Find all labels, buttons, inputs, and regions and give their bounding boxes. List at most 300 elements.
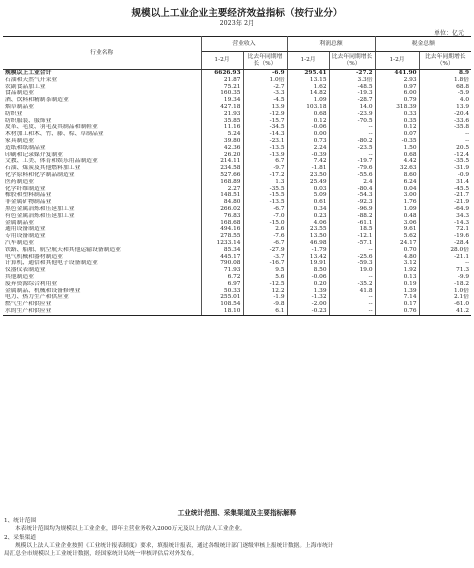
tax-value: 0.79 bbox=[375, 97, 419, 104]
profit-value: 1.09 bbox=[287, 97, 329, 104]
profit-value: 0.23 bbox=[287, 213, 329, 220]
tax-growth: -21.1 bbox=[454, 253, 470, 260]
report-period: 2023年 2月 bbox=[219, 20, 255, 27]
table-row bbox=[3, 213, 471, 220]
tax-growth: 68.8 bbox=[456, 83, 470, 90]
table-row bbox=[3, 206, 471, 213]
tax-growth: -20.4 bbox=[454, 110, 470, 117]
revenue-value: 35.85 bbox=[201, 118, 243, 125]
tax-value: 6.00 bbox=[375, 90, 419, 97]
profit-growth: 18.5 bbox=[329, 226, 375, 233]
table-row bbox=[3, 131, 471, 138]
tax-value: 0.97 bbox=[375, 84, 419, 91]
header-revenue: 营业收入 bbox=[201, 37, 287, 52]
profit-growth: -61.1 bbox=[329, 220, 375, 227]
profit-value: 2.24 bbox=[287, 145, 329, 152]
revenue-value: 5.24 bbox=[201, 131, 243, 138]
profit-value: -0.06 bbox=[287, 124, 329, 131]
revenue-growth: -1.9 bbox=[243, 294, 287, 301]
revenue-growth: -13.5 bbox=[243, 145, 287, 152]
profit-growth: -- bbox=[329, 247, 375, 254]
profit-growth: 41.8 bbox=[329, 288, 375, 295]
industry-name: 金属制品、机械和设备修理业 bbox=[3, 288, 201, 295]
profit-growth: -23.9 bbox=[329, 111, 375, 118]
tax-growth: -- bbox=[465, 131, 470, 138]
revenue-value: 148.51 bbox=[201, 192, 243, 199]
profit-value: 25.49 bbox=[287, 179, 329, 186]
profit-growth: -88.2 bbox=[329, 213, 375, 220]
revenue-value: 2.27 bbox=[201, 186, 243, 193]
revenue-value: 18.10 bbox=[201, 308, 243, 315]
profit-value: 19.91 bbox=[287, 260, 329, 267]
tax-growth: -18.2 bbox=[454, 280, 470, 287]
tax-growth: 41.2 bbox=[419, 308, 471, 315]
header-tax: 税金总额 bbox=[375, 37, 471, 52]
revenue-value: 168.68 bbox=[201, 220, 243, 227]
tax-value: -0.35 bbox=[375, 138, 419, 145]
profit-value: 0.03 bbox=[287, 186, 329, 193]
profit-growth: -80.4 bbox=[329, 186, 375, 193]
tax-growth: 4.0 bbox=[459, 97, 470, 104]
revenue-growth: -2.7 bbox=[243, 84, 287, 91]
tax-growth: -28.4 bbox=[454, 239, 470, 246]
profit-value: 0.61 bbox=[287, 199, 329, 206]
industry-name: 木材加工和木、竹、藤、棕、草制品业 bbox=[3, 131, 201, 138]
industry-name: 电气机械和器材制造业 bbox=[3, 254, 201, 261]
revenue-value: 1233.14 bbox=[201, 240, 243, 247]
profit-value: 23.50 bbox=[287, 172, 329, 179]
profit-value: 14.82 bbox=[287, 90, 329, 97]
industry-name: 水的生产和供应业 bbox=[3, 308, 201, 315]
tax-value: 32.63 bbox=[375, 165, 419, 172]
revenue-value: 255.01 bbox=[201, 294, 243, 301]
table-row bbox=[3, 301, 471, 308]
table-header bbox=[3, 37, 471, 70]
tax-growth: 34.3 bbox=[456, 212, 470, 219]
revenue-value: 11.16 bbox=[201, 124, 243, 131]
table-row bbox=[3, 77, 471, 84]
tax-growth: -61.0 bbox=[454, 301, 470, 308]
industry-name: 铁路、船舶、航空航天和其他运输设备制造业 bbox=[3, 247, 201, 254]
tax-value: 4.42 bbox=[375, 158, 419, 165]
tax-value: 1.39 bbox=[375, 288, 419, 295]
table-row bbox=[3, 152, 471, 159]
table-row bbox=[3, 111, 471, 118]
profit-value: 5.09 bbox=[287, 192, 329, 199]
tax-value: 3.00 bbox=[375, 192, 419, 199]
tax-growth: -14.3 bbox=[454, 219, 470, 226]
table-row bbox=[3, 247, 471, 254]
tax-growth: -12.4 bbox=[454, 151, 470, 158]
table-row bbox=[3, 267, 471, 274]
revenue-growth: -27.9 bbox=[243, 247, 287, 254]
revenue-value: 84.80 bbox=[201, 199, 243, 206]
table-row bbox=[3, 308, 471, 315]
tax-value: 8.60 bbox=[375, 172, 419, 179]
tax-growth: 1.8倍 bbox=[454, 76, 470, 83]
table-row bbox=[3, 90, 471, 97]
revenue-growth: 6.1 bbox=[243, 308, 287, 315]
revenue-growth: -13.5 bbox=[243, 199, 287, 206]
profit-value: 1.62 bbox=[287, 84, 329, 91]
revenue-value: 6.97 bbox=[201, 281, 243, 288]
revenue-value: 19.34 bbox=[201, 97, 243, 104]
revenue-growth: -34.5 bbox=[243, 124, 287, 131]
profit-growth: -- bbox=[329, 274, 375, 281]
profit-growth: 2.4 bbox=[329, 179, 375, 186]
revenue-value: 76.83 bbox=[201, 213, 243, 220]
profit-value: -0.39 bbox=[287, 152, 329, 159]
profit-value: 8.50 bbox=[287, 267, 329, 274]
revenue-value: 42.36 bbox=[201, 145, 243, 152]
industry-name: 橡胶和塑料制品业 bbox=[3, 192, 201, 199]
revenue-value: 494.16 bbox=[201, 226, 243, 233]
industry-name: 电力、热力生产和供应业 bbox=[3, 294, 201, 301]
tax-value: 7.14 bbox=[375, 294, 419, 301]
page-title: 规模以上工业企业主要经济效益指标（按行业分） bbox=[131, 8, 343, 19]
profit-growth: -35.2 bbox=[329, 281, 375, 288]
tax-value: 0.17 bbox=[375, 301, 419, 308]
profit-growth: -55.6 bbox=[329, 172, 375, 179]
header-revenue-growth: 比去年同期增长（%） bbox=[243, 52, 287, 70]
profit-value: 0.12 bbox=[287, 118, 329, 125]
tax-growth: 71.3 bbox=[456, 267, 470, 274]
notes-text-channel: 规模以上法人工业企业按照《工业统计报表制度》要求，填报统计报表，通过各级统计部门逐级审核上报统计数据。上海市统计 bbox=[15, 542, 334, 549]
profit-growth: 14.0 bbox=[329, 104, 375, 111]
tax-value: 0.35 bbox=[375, 118, 419, 125]
profit-growth: -- bbox=[329, 301, 375, 308]
notes-text-channel-cont: 局汇总全市规模以上工业统计数据，经国家统计局统一审核评估后对外发布。 bbox=[4, 551, 198, 558]
revenue-growth: 13.9 bbox=[243, 104, 287, 111]
tax-growth: 1.0倍 bbox=[454, 287, 470, 294]
profit-growth: -12.1 bbox=[329, 233, 375, 240]
tax-value: 1.50 bbox=[375, 145, 419, 152]
notes-text-scope: 本表统计范围均为规模以上工业企业，即年主营业务收入2000万元及以上的法人工业企业。 bbox=[15, 526, 246, 533]
industry-name: 仪器仪表制造业 bbox=[3, 267, 201, 274]
profit-value: 46.98 bbox=[287, 240, 329, 247]
revenue-growth: 1.0倍 bbox=[243, 77, 287, 84]
tax-value: 1.76 bbox=[375, 199, 419, 206]
revenue-growth: -15.0 bbox=[243, 220, 287, 227]
profit-value: 13.50 bbox=[287, 233, 329, 240]
table-row bbox=[3, 138, 471, 145]
tax-value: 0.19 bbox=[375, 281, 419, 288]
industry-name: 文教、工美、体育和娱乐用品制造业 bbox=[3, 158, 201, 165]
table-row bbox=[3, 192, 471, 199]
revenue-growth: -13.9 bbox=[243, 152, 287, 159]
revenue-value: 39.80 bbox=[201, 138, 243, 145]
header-profit-period: 1-2月 bbox=[287, 52, 329, 70]
profit-value: 0.73 bbox=[287, 138, 329, 145]
tax-growth: -31.9 bbox=[454, 165, 470, 172]
tax-value: 1.92 bbox=[375, 267, 419, 274]
tax-growth: 8.9 bbox=[458, 70, 470, 76]
industry-name: 废弃资源综合利用业 bbox=[3, 281, 201, 288]
revenue-value: 278.55 bbox=[201, 233, 243, 240]
profit-value: -0.23 bbox=[287, 308, 329, 315]
industry-name: 其他制造业 bbox=[3, 274, 201, 281]
revenue-growth: -15.5 bbox=[243, 192, 287, 199]
profit-growth: -19.3 bbox=[329, 90, 375, 97]
industry-name: 食品制造业 bbox=[3, 90, 201, 97]
table-row bbox=[3, 165, 471, 172]
tax-value: 24.17 bbox=[375, 240, 419, 247]
table-row bbox=[3, 260, 471, 267]
notes-heading-scope: 1、统计范围 bbox=[4, 518, 37, 524]
table-row bbox=[3, 186, 471, 193]
industry-name: 有色金属冶炼和压延加工业 bbox=[3, 213, 201, 220]
revenue-growth: -3.7 bbox=[243, 254, 287, 261]
profit-value: 0.68 bbox=[287, 111, 329, 118]
table-row bbox=[3, 145, 471, 152]
revenue-growth: -17.2 bbox=[243, 172, 287, 179]
revenue-value: 75.21 bbox=[201, 84, 243, 91]
profit-value: 13.42 bbox=[287, 254, 329, 261]
tax-growth: 2.1倍 bbox=[454, 294, 470, 301]
industry-name: 通用设备制造业 bbox=[3, 226, 201, 233]
profit-growth: -54.3 bbox=[329, 192, 375, 199]
tax-value: 0.48 bbox=[375, 213, 419, 220]
tax-value: 0.76 bbox=[375, 308, 419, 315]
profit-value: -1.81 bbox=[287, 165, 329, 172]
industry-name: 计算机、通信和其他电子设备制造业 bbox=[3, 260, 201, 267]
profit-growth: -80.2 bbox=[329, 138, 375, 145]
revenue-growth: 12.2 bbox=[243, 288, 287, 295]
table-row bbox=[3, 158, 471, 165]
table-row bbox=[3, 199, 471, 206]
revenue-value: 168.89 bbox=[201, 179, 243, 186]
notes-heading-channel: 2、采集渠道 bbox=[4, 534, 37, 541]
tax-value: 9.61 bbox=[375, 226, 419, 233]
notes-title: 工业统计范围、采集渠道及主要指标解释 bbox=[177, 509, 297, 517]
header-tax-period: 1-2月 bbox=[375, 52, 419, 70]
tax-growth: 20.5 bbox=[456, 144, 470, 151]
revenue-value: 26.20 bbox=[201, 152, 243, 159]
industry-name: 医药制造业 bbox=[3, 179, 201, 186]
tax-growth: -45.5 bbox=[454, 185, 470, 192]
header-industry: 行业名称 bbox=[3, 37, 201, 70]
tax-value: 6.24 bbox=[375, 179, 419, 186]
unit-label: 单位：亿元 bbox=[433, 30, 464, 37]
tax-value: 0.04 bbox=[375, 186, 419, 193]
revenue-growth: -7.0 bbox=[243, 213, 287, 220]
industry-name: 黑色金属冶炼和压延加工业 bbox=[3, 206, 201, 213]
table-row bbox=[3, 97, 471, 104]
revenue-growth: 1.3 bbox=[243, 179, 287, 186]
industry-name: 石油、煤炭及其他燃料加工业 bbox=[3, 165, 201, 172]
profit-value: 4.06 bbox=[287, 220, 329, 227]
profit-growth: -- bbox=[329, 131, 375, 138]
table-row bbox=[3, 124, 471, 131]
tax-value: 0.07 bbox=[375, 131, 419, 138]
revenue-value: 21.87 bbox=[201, 77, 243, 84]
table-row bbox=[3, 179, 471, 186]
revenue-growth: -23.1 bbox=[243, 138, 287, 145]
tax-growth: -33.6 bbox=[454, 117, 470, 124]
revenue-growth: -12.5 bbox=[243, 281, 287, 288]
tax-value: 3.06 bbox=[375, 220, 419, 227]
revenue-value: 21.93 bbox=[201, 111, 243, 118]
tax-value: 1.09 bbox=[375, 206, 419, 213]
industry-name: 酒、饮料和精制茶制造业 bbox=[3, 97, 201, 104]
table-row bbox=[3, 294, 471, 301]
profit-value: 103.18 bbox=[287, 104, 329, 111]
tax-value: 0.33 bbox=[375, 111, 419, 118]
profit-growth: 19.0 bbox=[329, 267, 375, 274]
tax-growth: -0.9 bbox=[457, 171, 470, 178]
profit-value: 0.34 bbox=[287, 206, 329, 213]
revenue-value: 527.66 bbox=[201, 172, 243, 179]
revenue-value: 214.11 bbox=[201, 158, 243, 165]
revenue-growth: -14.3 bbox=[243, 131, 287, 138]
industry-name: 造纸和纸制品业 bbox=[3, 145, 201, 152]
tax-growth: -21.9 bbox=[454, 199, 470, 206]
industry-name: 非金属矿物制品业 bbox=[3, 199, 201, 206]
tax-growth: -- bbox=[465, 260, 470, 267]
revenue-value: 85.34 bbox=[201, 247, 243, 254]
revenue-value: 6626.93 bbox=[201, 70, 243, 77]
profit-growth: -25.6 bbox=[329, 254, 375, 261]
revenue-growth: -35.5 bbox=[243, 186, 287, 193]
table-row bbox=[3, 274, 471, 281]
revenue-growth: -6.7 bbox=[243, 206, 287, 213]
industry-name: 印刷和记录媒介复制业 bbox=[3, 152, 201, 159]
revenue-growth: -4.5 bbox=[243, 97, 287, 104]
profit-growth: -- bbox=[329, 294, 375, 301]
tax-value: 0.13 bbox=[375, 274, 419, 281]
profit-growth: -- bbox=[329, 124, 375, 131]
table-row-total bbox=[3, 70, 471, 77]
industry-name: 专用设备制造业 bbox=[3, 233, 201, 240]
industry-name: 规模以上工业合计 bbox=[3, 70, 201, 77]
header-tax-growth: 比去年同期增长（%） bbox=[419, 52, 471, 70]
revenue-value: 266.02 bbox=[201, 206, 243, 213]
tax-growth: 31.4 bbox=[456, 178, 470, 185]
notes-section bbox=[4, 517, 470, 558]
industry-name: 燃气生产和供应业 bbox=[3, 301, 201, 308]
profit-value: 7.42 bbox=[287, 158, 329, 165]
industry-name: 家具制造业 bbox=[3, 138, 201, 145]
profit-value: 0.20 bbox=[287, 281, 329, 288]
revenue-growth: -15.7 bbox=[243, 118, 287, 125]
profit-growth: -92.3 bbox=[329, 199, 375, 206]
industry-name: 石油和天然气开采业 bbox=[3, 77, 201, 84]
tax-value: 2.93 bbox=[375, 77, 419, 84]
tax-value: 5.62 bbox=[375, 233, 419, 240]
table-row bbox=[3, 288, 471, 295]
revenue-growth: 5.6 bbox=[243, 274, 287, 281]
tax-value: 4.80 bbox=[375, 254, 419, 261]
revenue-growth: 9.5 bbox=[243, 267, 287, 274]
tax-value: 0.70 bbox=[375, 247, 419, 254]
table-row bbox=[3, 240, 471, 247]
profit-value: 13.15 bbox=[287, 77, 329, 84]
profit-value: -2.00 bbox=[287, 301, 329, 308]
profit-growth: -96.9 bbox=[329, 206, 375, 213]
profit-growth: -59.3 bbox=[329, 260, 375, 267]
industry-name: 汽车制造业 bbox=[3, 240, 201, 247]
tax-value: 318.39 bbox=[375, 104, 419, 111]
revenue-value: 427.18 bbox=[201, 104, 243, 111]
tax-growth: -35.8 bbox=[454, 124, 470, 131]
table-row bbox=[3, 226, 471, 233]
table-body bbox=[3, 70, 471, 316]
industry-name: 皮革、毛皮、羽毛及其制品和制鞋业 bbox=[3, 124, 201, 131]
profit-growth: -79.6 bbox=[329, 165, 375, 172]
revenue-value: 445.17 bbox=[201, 254, 243, 261]
table-row bbox=[3, 84, 471, 91]
table-row bbox=[3, 254, 471, 261]
profit-growth: -48.5 bbox=[329, 84, 375, 91]
revenue-growth: 2.6 bbox=[243, 226, 287, 233]
table-row bbox=[3, 233, 471, 240]
indicators-table bbox=[3, 36, 471, 316]
revenue-value: 6.72 bbox=[201, 274, 243, 281]
tax-growth: -19.6 bbox=[454, 233, 470, 240]
tax-growth: -- bbox=[465, 137, 470, 144]
industry-name: 烟草制品业 bbox=[3, 104, 201, 111]
revenue-growth: -6.9 bbox=[243, 70, 287, 77]
tax-growth: 28.0倍 bbox=[450, 246, 470, 253]
industry-name: 农副食品加工业 bbox=[3, 84, 201, 91]
table-row bbox=[3, 220, 471, 227]
table-row bbox=[3, 118, 471, 125]
revenue-growth: -7.6 bbox=[243, 233, 287, 240]
revenue-growth: -3.3 bbox=[243, 90, 287, 97]
revenue-growth: -9.7 bbox=[243, 165, 287, 172]
tax-value: 3.12 bbox=[375, 260, 419, 267]
tax-value: 0.12 bbox=[375, 124, 419, 131]
profit-growth: -- bbox=[329, 308, 375, 315]
tax-growth: 13.9 bbox=[456, 103, 470, 110]
profit-growth: 3.3倍 bbox=[329, 77, 375, 84]
revenue-value: 160.35 bbox=[201, 90, 243, 97]
profit-growth: -23.5 bbox=[329, 145, 375, 152]
revenue-value: 234.58 bbox=[201, 165, 243, 172]
tax-growth: -5.9 bbox=[457, 90, 470, 97]
revenue-growth: -6.7 bbox=[243, 240, 287, 247]
profit-growth: -27.2 bbox=[329, 70, 375, 77]
profit-value: -1.79 bbox=[287, 247, 329, 254]
revenue-value: 790.08 bbox=[201, 260, 243, 267]
profit-value: -0.06 bbox=[287, 274, 329, 281]
profit-value: 295.41 bbox=[287, 70, 329, 77]
revenue-growth: 6.7 bbox=[243, 158, 287, 165]
tax-growth: -21.7 bbox=[454, 192, 470, 199]
revenue-growth: -12.9 bbox=[243, 111, 287, 118]
revenue-value: 71.93 bbox=[201, 267, 243, 274]
profit-value: 0.00 bbox=[287, 131, 329, 138]
tax-value: 441.90 bbox=[375, 70, 419, 77]
industry-name: 化学原料和化学制品制造业 bbox=[3, 172, 201, 179]
tax-growth: -64.9 bbox=[454, 205, 470, 212]
tax-growth: 72.1 bbox=[456, 226, 470, 233]
profit-value: 1.39 bbox=[287, 288, 329, 295]
profit-growth: -57.1 bbox=[329, 240, 375, 247]
header-revenue-period: 1-2月 bbox=[201, 52, 243, 70]
revenue-growth: -16.7 bbox=[243, 260, 287, 267]
industry-name: 化学纤维制造业 bbox=[3, 186, 201, 193]
revenue-growth: -9.8 bbox=[243, 301, 287, 308]
revenue-value: 108.54 bbox=[201, 301, 243, 308]
industry-name: 金属制品业 bbox=[3, 220, 201, 227]
table-row bbox=[3, 172, 471, 179]
profit-growth: -28.7 bbox=[329, 97, 375, 104]
profit-value: 23.55 bbox=[287, 226, 329, 233]
industry-name: 纺织服装、服饰业 bbox=[3, 118, 201, 125]
profit-growth: -- bbox=[329, 152, 375, 159]
header-profit: 利润总额 bbox=[287, 37, 375, 52]
